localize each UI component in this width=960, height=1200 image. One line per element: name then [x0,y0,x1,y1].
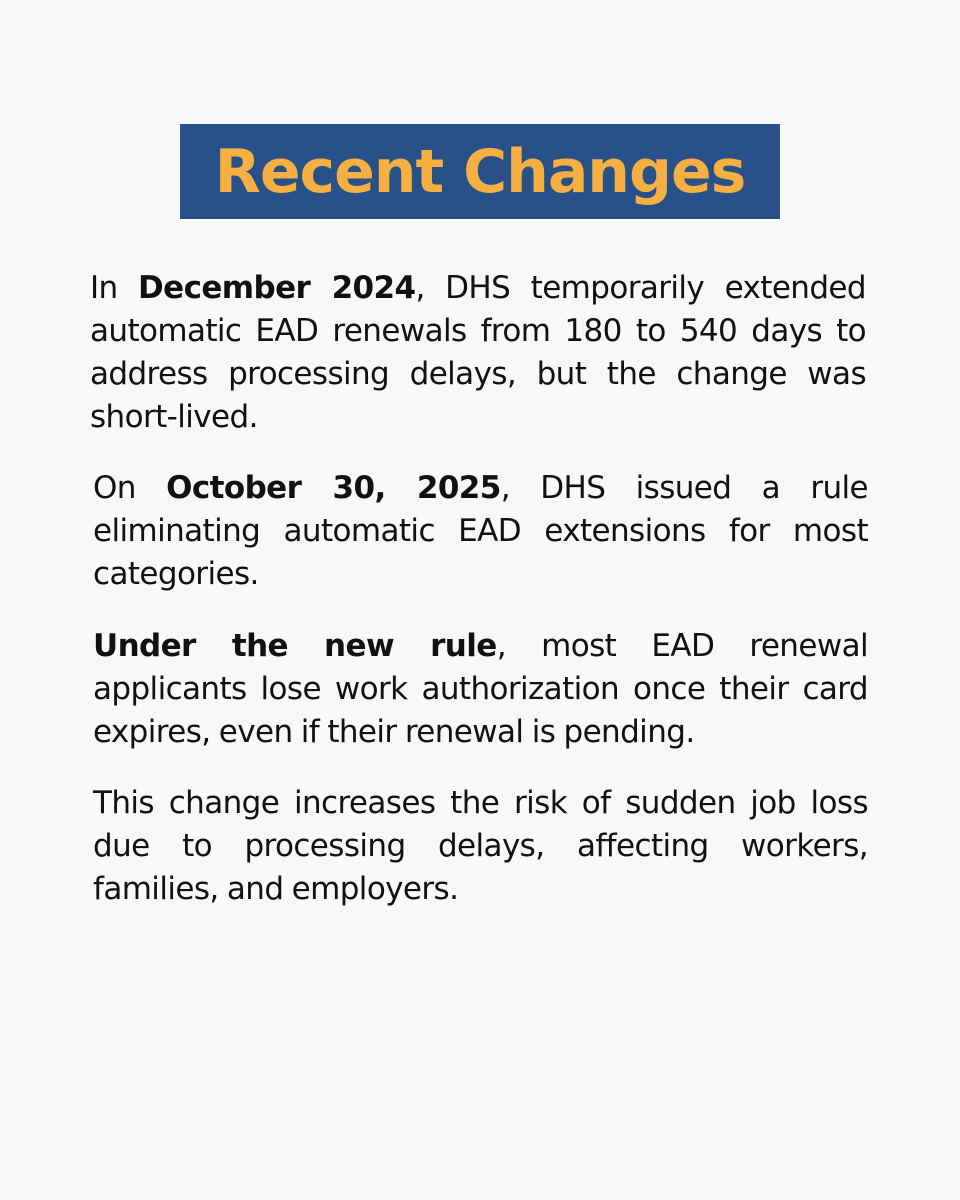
paragraph-body: , DHS temporarily extended automatic EAD renewals from 180 to 540 days to address processing delays, but the change was short-lived. [90,270,866,435]
paragraph-impact: This change increases the risk of sudden job loss due to processing delays, affecting workers, families, and employers. [93,785,868,907]
paragraph-body: , DHS issued a rule eliminating automatic EAD extensions for most categories. [93,470,868,592]
paragraph-lead: In [90,270,139,306]
paragraph-december-2024 [90,267,866,439]
paragraph-new-rule [93,625,868,754]
paragraph-october-2025 [93,467,868,596]
title-banner [180,124,780,219]
paragraph-lead: On [93,470,167,506]
page-title: Recent Changes [214,136,746,207]
paragraph-emphasis: December 2024 [138,270,416,306]
paragraph-emphasis: October 30, 2025 [166,470,501,506]
paragraph-body: , most EAD renewal applicants lose work authorization once their card expires, even if their renewal is pending. [93,628,868,750]
paragraph-emphasis: Under the new rule [93,628,497,664]
